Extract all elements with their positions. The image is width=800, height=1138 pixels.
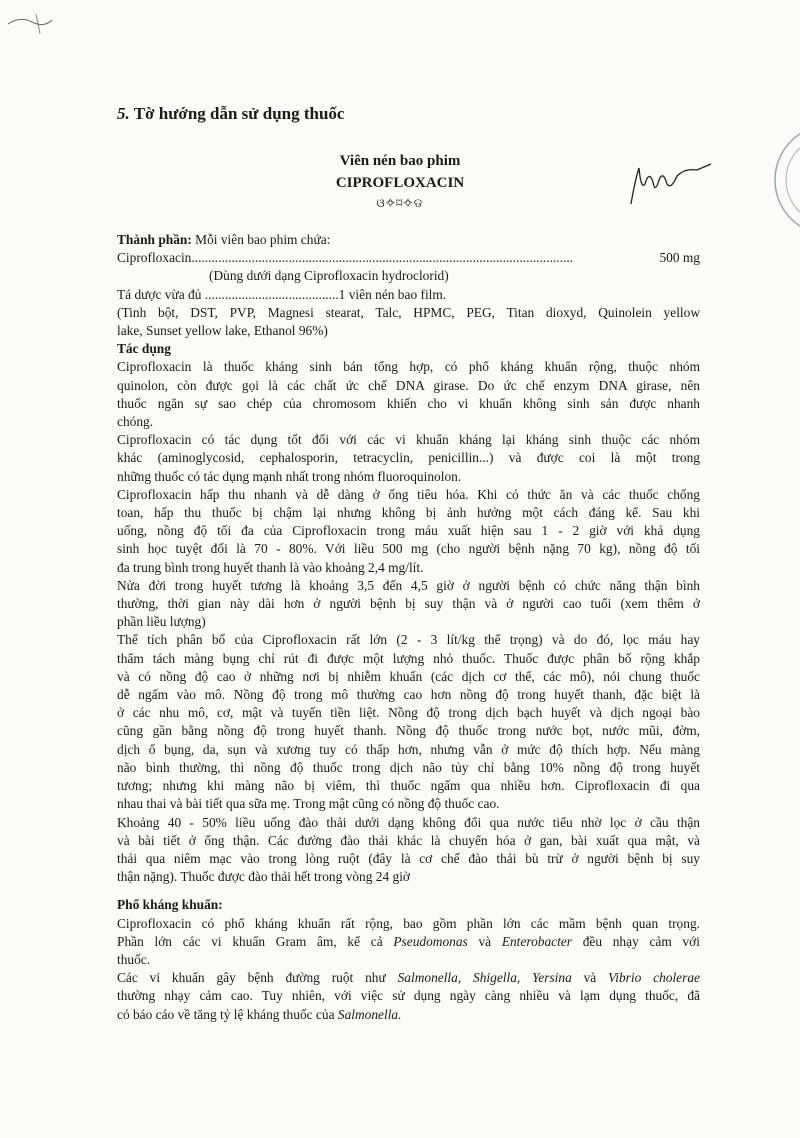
action-line: tương; nhưng khi màng não bị viêm, thì thuốc ngấm qua nhiều hơn. Ciprofloxacin đi qua xyxy=(117,778,700,794)
action-line: thải qua niêm mạc vào trong lòng ruột (đây là cơ chế đào thải bù trừ ở người bệnh bị suy xyxy=(117,850,700,866)
action-line: chóng. xyxy=(117,414,154,430)
action-line: và bài tiết ở ống thận. Các đường đào thải khác là chuyển hóa ở gan, bài xuất qua mật, và xyxy=(117,832,700,848)
spectrum-line: Các vi khuẩn gây bệnh đường ruột như Salmonella, Shigella, Yersina và Vibrio cholerae xyxy=(117,970,700,986)
action-line: phần liều lượng) xyxy=(117,614,206,630)
drug-name: CIPROFLOXACIN xyxy=(335,175,465,191)
action-line: thẩm tách màng bụng chỉ rút đi được một lượng nhỏ thuốc. Thuốc được phân bố rộng khắp xyxy=(117,650,700,666)
per-tablet-label: Mỗi viên bao phim chứa: xyxy=(195,232,331,247)
document-header xyxy=(117,104,344,124)
excipients-list-1: (Tinh bột, DST, PVP, Magnesi stearat, Talc, HPMC, PEG, Titan dioxyd, Quinolein yellow xyxy=(117,304,700,320)
action-line: uống, nồng độ tối đa của Ciprofloxacin trong máu xuất hiện sau 1 - 2 giờ với khả dụng xyxy=(117,523,700,539)
excipient-line: Tá dược vừa đủ ........................................1 viên nén bao film. xyxy=(117,286,447,302)
action-line: não bình thường, thì nồng độ thuốc trong dịch não tủy chỉ bằng 10% nồng độ trong huyết xyxy=(117,759,700,775)
action-line: Nửa đời trong huyết tương là khoảng 3,5 đến 4,5 giờ ở người bệnh có chức năng thận bình xyxy=(117,577,700,593)
ingredient-amount: 500 mg xyxy=(659,250,700,266)
action-line: Ciprofloxacin có tác dụng tốt đối với các vi khuẩn kháng lại kháng sinh thuộc các nhóm xyxy=(117,432,700,448)
header-title: Tờ hướng dẫn sử dụng thuốc xyxy=(133,104,345,123)
action-line: Ciprofloxacin hấp thu nhanh và dễ dàng ở ống tiêu hóa. Khi có thức ăn và các thuốc chống xyxy=(117,486,700,502)
corner-scribble xyxy=(6,6,56,46)
action-line: quinolon, còn được gọi là các chất ức chế DNA girase. Do ức chế enzym DNA girase, nên xyxy=(117,377,700,393)
title-ornament: ଓ✧⌑✧ଡ xyxy=(376,196,424,210)
ingredient-name: Ciprofloxacin xyxy=(117,250,192,266)
action-line: cũng gần bằng nồng độ trong huyết thanh. Nồng độ thuốc trong nước bọt, nước mũi, đờm, xyxy=(117,723,700,739)
action-line: thận nặng). Thuốc được đào thải hết trong vòng 24 giờ xyxy=(117,869,411,885)
excipients-list-2: lake, Sunset yellow lake, Ethanol 96%) xyxy=(117,323,328,339)
leaflet-body xyxy=(117,231,700,1024)
spectrum-line: Ciprofloxacin có phổ kháng khuẩn rất rộng, bao gồm phần lớn các mầm bệnh quan trọng. xyxy=(117,915,700,931)
action-line: những thuốc có tác dụng mạnh nhất trong nhóm fluoroquinolon. xyxy=(117,468,462,484)
composition-heading: Thành phần: xyxy=(117,232,192,247)
spectrum-line: thuốc. xyxy=(117,951,151,967)
action-line: Ciprofloxacin là thuốc kháng sinh bán tổng hợp, có phổ kháng khuẩn rộng, thuộc nhóm xyxy=(117,359,700,375)
action-line: dễ ngấm vào mô. Nồng độ trong mô thường cao hơn nồng độ trong huyết thanh, đặc biệt là xyxy=(117,687,700,703)
action-line: dịch ổ bụng, da, sụn và xương tuy có thấp hơn, nhưng vẫn ở mức độ thích hợp. Nếu màng xyxy=(117,741,700,757)
section-number: 5. xyxy=(117,104,130,123)
composition-heading-line xyxy=(117,231,700,249)
action-line: khác (aminoglycosid, cephalosporin, tetracyclin, penicillin...) và được coi là một trong xyxy=(117,450,700,466)
action-line: sinh học tuyệt đối là 70 - 80%. Với liều 500 mg (cho người bệnh nặng 70 kg), nồng độ tối xyxy=(117,541,700,557)
spectrum-line: thường nhạy cảm cao. Tuy nhiên, với việc sử dụng ngày càng nhiều và lạm dụng thuốc, đã xyxy=(117,988,700,1004)
dosage-form: Viên nén bao phim xyxy=(339,153,461,169)
ingredient-row xyxy=(117,249,700,267)
action-line: Khoảng 40 - 50% liều uống đào thải dưới dạng không đổi qua nước tiểu nhờ lọc ở cầu thận xyxy=(117,814,700,830)
spectrum-line: có báo cáo về tăng tỷ lệ kháng thuốc của Salmonella. xyxy=(117,1006,402,1022)
spectrum-heading: Phổ kháng khuẩn: xyxy=(117,897,223,913)
action-line: Thể tích phân bố của Ciprofloxacin rất lớn (2 - 3 lít/kg thể trọng) và do đó, lọc máu hay xyxy=(117,632,700,648)
action-line: thường, thời gian này dài hơn ở người bệnh bị suy thận và ở người cao tuổi (xem thêm ở xyxy=(117,596,700,612)
action-line: thuốc ngăn sự sao chép của chromosom khiến cho vi khuẩn không sinh sản được nhanh xyxy=(117,395,700,411)
action-line: nhau thai và bài tiết qua sữa mẹ. Trong mật cũng có nồng độ thuốc cao. xyxy=(117,796,500,812)
action-line: toan, hấp thu thuốc bị chậm lại nhưng không bị ảnh hưởng một cách đáng kể. Sau khi xyxy=(117,505,700,521)
action-line: đa trung bình trong huyết thanh là vào khoảng 2,4 mg/lít. xyxy=(117,559,424,575)
action-text xyxy=(117,358,700,886)
ingredient-leader-dots: .................................................................................................................. xyxy=(191,250,574,266)
spectrum-line: Phần lớn các vi khuẩn Gram âm, kể cả Pseudomonas và Enterobacter đều nhạy cảm với xyxy=(117,933,700,949)
action-line: và có nồng độ cao ở những nơi bị nhiễm khuẩn (các dịch cơ thể, các mô), nói chung thuốc xyxy=(117,668,700,684)
action-line: ở các nhu mô, cơ, mật và tuyến tiền liệt. Nồng độ trong dịch bạch huyết và dịch ngoại bào xyxy=(117,705,700,721)
action-heading: Tác dụng xyxy=(117,341,171,357)
salt-form-note: (Dùng dưới dạng Ciprofloxacin hydroclorid) xyxy=(209,268,449,284)
